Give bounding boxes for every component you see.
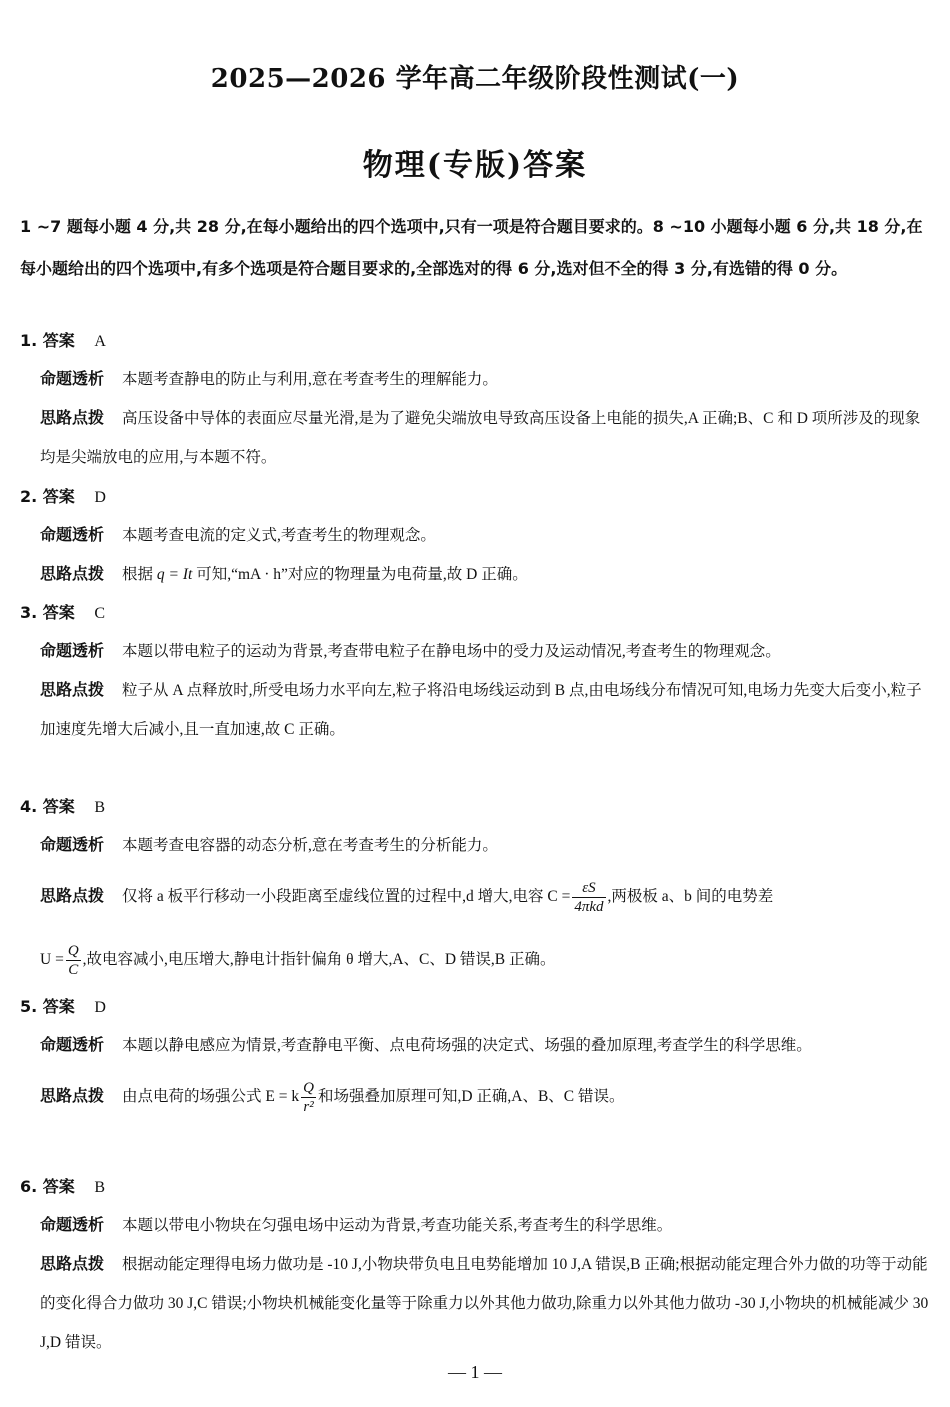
- answer-value: C: [94, 605, 106, 622]
- insight-text: 本题以静电感应为情景,考查静电平衡、点电荷场强的决定式、场强的叠加原理,考查学生的科学思维。: [122, 1037, 812, 1054]
- insight-label: 命题透析: [40, 1035, 105, 1054]
- answer-value: D: [94, 489, 106, 506]
- hint-label: 思路点拨: [40, 564, 105, 583]
- question-3: [20, 594, 932, 749]
- field-strength-fraction: [301, 1079, 316, 1116]
- hint-row: [20, 865, 932, 991]
- hint-text-end: 可知,“mA · h”对应的物理量为电荷量,故 D 正确。: [192, 566, 528, 583]
- answer-label: 答案: [42, 603, 75, 622]
- insight-text: 本题考查电流的定义式,考查考生的物理观念。: [122, 527, 436, 544]
- answer-label: 答案: [42, 797, 75, 816]
- insight-label: 命题透析: [40, 835, 105, 854]
- scoring-instructions: 1 ~7 题每小题 4 分,共 28 分,在每小题给出的四个选项中,只有一项是符合题目要求的。8 ~10 小题每小题 6 分,共 18 分,在每小题给出的四个选项中,有多个选项是符合题目要求的,全部选对的得 6 分,选对但不全的得 3 分,有选错的得 0 分。: [20, 217, 923, 278]
- question-number: 2.: [20, 487, 38, 506]
- question-number: 1.: [20, 331, 38, 350]
- hint-text-part1: 由点电荷的场强公式 E = k: [122, 1088, 300, 1105]
- hint-text: 粒子从 A 点释放时,所受电场力水平向左,粒子将沿电场线运动到 B 点,由电场线分布情况可知,电场力先变大后变小,粒子加速度先增大后减小,且一直加速,故 C 正确。: [40, 682, 922, 738]
- answer-label: 答案: [42, 487, 75, 506]
- hint-row: [20, 1245, 932, 1362]
- hint-label: 思路点拨: [40, 680, 105, 699]
- insight-row: [20, 1206, 932, 1245]
- hint-text-part3: U =: [40, 951, 64, 968]
- hint-label: 思路点拨: [40, 408, 105, 427]
- answer-line: [20, 594, 932, 632]
- answer-label: 答案: [42, 331, 75, 350]
- insight-row: [20, 516, 932, 555]
- fraction-numerator: Q: [303, 1079, 314, 1096]
- hint-text-start: 根据: [122, 566, 157, 583]
- hint-text-part2: ,两极板 a、b 间的电势差: [607, 888, 774, 905]
- fraction-denominator: 4πkd: [574, 898, 604, 915]
- insight-row: [20, 632, 932, 671]
- question-6: [20, 1168, 932, 1362]
- fraction-numerator: εS: [572, 879, 605, 898]
- insight-label: 命题透析: [40, 1215, 105, 1234]
- question-1: [20, 322, 932, 477]
- insight-text: 本题考查电容器的动态分析,意在考查考生的分析能力。: [122, 837, 498, 854]
- answer-label: 答案: [42, 1177, 75, 1196]
- insight-row: [20, 826, 932, 865]
- question-number: 3.: [20, 603, 38, 622]
- answer-line: [20, 1168, 932, 1206]
- hint-text: 根据动能定理得电场力做功是 -10 J,小物块带负电且电势能增加 10 J,A 错误,B 正确;根据动能定理合外力做的功等于动能的变化得合力做功 30 J,C 错误;小物块机械能变化量等于除重力以外其他力做功,除重力以外其他力做功 -30 J,小物块的机械能减少 30 J,D 错误。: [40, 1256, 929, 1351]
- question-number: 5.: [20, 997, 38, 1016]
- question-5: [20, 988, 932, 1128]
- question-number: 6.: [20, 1177, 38, 1196]
- answer-line: [20, 478, 932, 516]
- answer-line: [20, 988, 932, 1026]
- hint-row: [20, 399, 932, 477]
- answer-value: B: [94, 1179, 106, 1196]
- voltage-fraction: [66, 942, 81, 979]
- hint-row: [20, 555, 932, 594]
- fraction-numerator: Q: [67, 942, 79, 959]
- hint-label: 思路点拨: [40, 886, 105, 905]
- hint-text-part4: ,故电容减小,电压增大,静电计指针偏角 θ 增大,A、C、D 错误,B 正确。: [82, 951, 556, 968]
- current-formula: q = It: [156, 566, 193, 583]
- answer-line: [20, 322, 932, 360]
- fraction-denominator: r²: [303, 1098, 314, 1115]
- hint-text-part2: 和场强叠加原理可知,D 正确,A、B、C 错误。: [317, 1088, 625, 1105]
- page-number: — 1 —: [448, 1362, 502, 1382]
- insight-text: 本题考查静电的防止与利用,意在考查考生的理解能力。: [122, 371, 498, 388]
- hint-label: 思路点拨: [40, 1254, 105, 1273]
- hint-text-part1: 仅将 a 板平行移动一小段距离至虚线位置的过程中,d 增大,电容 C =: [122, 888, 571, 905]
- question-2: [20, 478, 932, 594]
- fraction-denominator: C: [68, 961, 79, 978]
- answer-value: D: [94, 999, 106, 1016]
- question-4: [20, 788, 932, 991]
- page-title: 2025—2026 学年高二年级阶段性测试(一): [210, 64, 740, 94]
- insight-row: [20, 1026, 932, 1065]
- capacitance-fraction: [572, 879, 605, 916]
- insight-label: 命题透析: [40, 641, 105, 660]
- hint-row: [20, 1065, 932, 1128]
- question-number: 4.: [20, 797, 38, 816]
- answer-value: B: [94, 799, 106, 816]
- page-subtitle: 物理(专版)答案: [362, 148, 588, 183]
- insight-row: [20, 360, 932, 399]
- answer-value: A: [94, 333, 106, 350]
- insight-text: 本题以带电小物块在匀强电场中运动为背景,考查功能关系,考查考生的科学思维。: [122, 1217, 673, 1234]
- hint-label: 思路点拨: [40, 1086, 105, 1105]
- insight-text: 本题以带电粒子的运动为背景,考查带电粒子在静电场中的受力及运动情况,考查考生的物理观念。: [122, 643, 781, 660]
- insight-label: 命题透析: [40, 525, 105, 544]
- answer-label: 答案: [42, 997, 75, 1016]
- hint-text: 高压设备中导体的表面应尽量光滑,是为了避免尖端放电导致高压设备上电能的损失,A 正确;B、C 和 D 项所涉及的现象均是尖端放电的应用,与本题不符。: [40, 410, 921, 466]
- answer-line: [20, 788, 932, 826]
- insight-label: 命题透析: [40, 369, 105, 388]
- hint-row: [20, 671, 932, 749]
